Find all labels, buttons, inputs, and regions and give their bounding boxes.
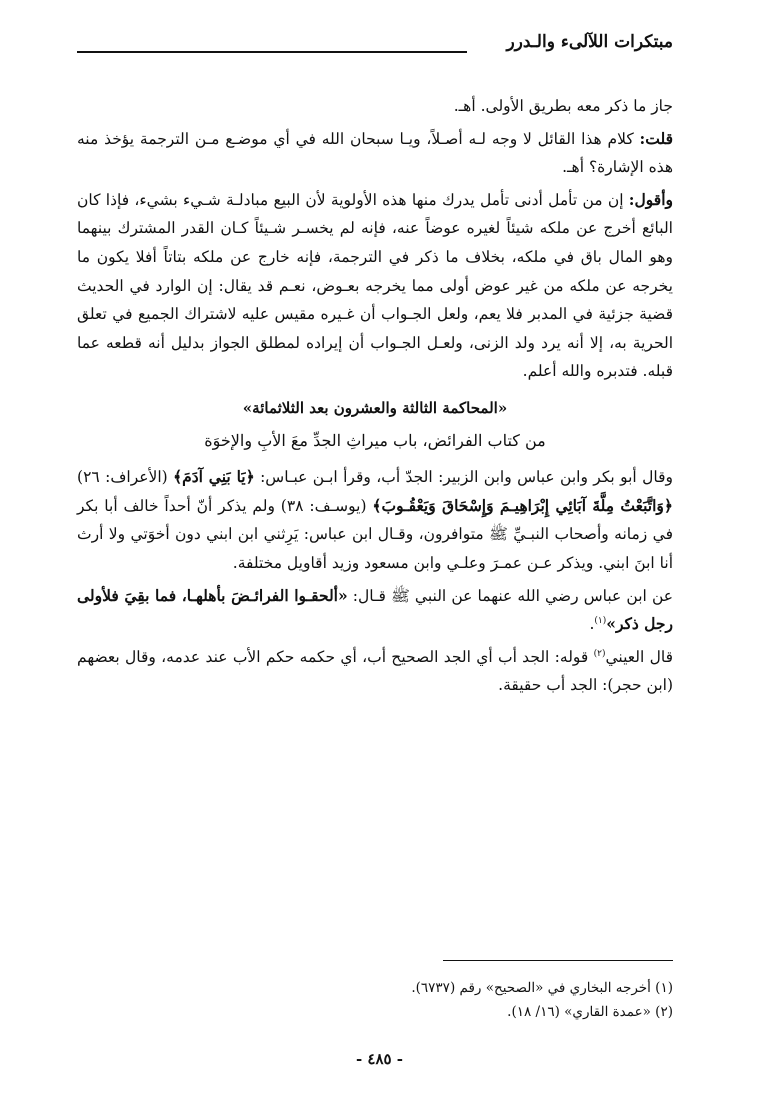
- paragraph-6-text-a: قال العيني: [605, 647, 673, 666]
- paragraph-4-text-a: وقال أبو بكر وابن عباس وابن الزبير: الجدّ أب، وقرأ ابـن عبـاس:: [254, 468, 673, 487]
- footnote-2: (٢) «عمدة القاري» (١٦/ ١٨).: [507, 1004, 673, 1020]
- header-title: مبتكرات اللآلىء والـدرر: [506, 32, 673, 52]
- section-subtitle: من كتاب الفرائض، باب ميراثِ الجدِّ معَ الأبِ والإخوَة: [204, 430, 546, 450]
- paragraph-4-text-b: (الأعراف: ٢٦): [77, 468, 174, 487]
- paragraph-2-text: كلام هذا القائل لا وجه لـه أصـلاً، ويـا سبحان الله في أي موضـع مـن الترجمة يؤخذ منه هذه الإشارة؟ أهـ.: [77, 129, 673, 177]
- section-title: «المحاكمة الثالثة والعشرون بعد الثلاثمائة»: [242, 398, 508, 417]
- footnote-ref-1: (١): [594, 615, 607, 626]
- paragraph-2: [77, 125, 673, 182]
- hadith-text: «ألحقـوا الفرائـضَ بأهلهـا، فما بقِيَ فلأولى رجل ذكر»: [77, 585, 673, 634]
- paragraph-5-text: عن ابن عباس رضي الله عنهما عن النبي ﷺ قـال:: [347, 586, 673, 605]
- paragraph-5-end: .: [589, 615, 595, 634]
- running-header: [77, 24, 673, 64]
- paragraph-6-text-b: قوله: الجد أب أي الجد الصحيح أب، أي حكمه حكم الأب عند عدمه، وقال بعضهم (ابن حجر): الجد أب حقيقة.: [77, 647, 673, 695]
- quran-verse-2: ﴿وَاتَّبَعْتُ مِلَّةَ آبَائِي إِبْرَاهِيـمَ وَإِسْحَاقَ وَيَعْقُـوبَ﴾: [372, 495, 673, 515]
- paragraph-3: [77, 186, 673, 386]
- paragraph-3-text: إن من تأمل أدنى تأمل يدرك منها هذه الأولوية لأن البيع مبادلـة شـيء بشيء، فإذا كان البائع أخرج عن ملكه شيئاً لغيره عوضاً عنه، فإنه لم يخسـر شـيئاً كـان القدر المشترك بينهما وهو المال باق في ملكه، بخلاف ما ذكر في الترجمة، فإنه خارج عن ملكه بتاتاً أفلا يكون ما يخرجه عن ملكه من غير عوض أولى مما يخرجه بعـوض، نعـم قد يقال: إن الوارد في الحديث قضية جزئية في المدبر فلا يعم، ولعل الجـواب أن غـيره مقيس عليه لاشتراك الجميع في تعلق الحرية به، إلا أنه يرد ولد الزنى، ولعـل الجـواب أن إيراده لمطلق الجواز بدليل أنه قطعه عما قبله. فتدبره والله أعلم.: [77, 190, 673, 381]
- paragraph-1-text: جاز ما ذكر معه بطريق الأولى. أهـ.: [453, 97, 673, 115]
- page-number: - ٤٨٥ -: [355, 1050, 404, 1068]
- paragraph-4-text-c: (يوسـف: ٣٨) ولم يذكر أنّ أحداً خالف أبا بكر في زمانه وأصحاب النبـيِّ ﷺ متوافرون، وقـال ابن عباس: يَرِثني ابن ابني دون أخوَتي ولا أرث أنا ابنَ ابني. ويذكر عـن عمـرَ وعلـي وابن مسعود وزيد أقاويل مختلفة.: [77, 496, 673, 572]
- quran-verse-1: ﴿يَا بَنِي آدَمَ﴾: [173, 467, 255, 487]
- main-text: [77, 92, 673, 704]
- footnote-ref-2: (٢): [593, 648, 606, 659]
- paragraph-6: [77, 643, 673, 700]
- paragraph-5: [77, 582, 673, 639]
- paragraph-3-lead: وأقول:: [628, 189, 673, 209]
- footnote-rule: [443, 960, 673, 961]
- paragraph-4: [77, 463, 673, 577]
- paragraph-1: [77, 92, 673, 121]
- header-rule: [77, 51, 467, 53]
- paragraph-2-lead: قلت:: [639, 128, 673, 148]
- footnotes: [77, 976, 673, 1024]
- footnote-1: (١) أخرجه البخاري في «الصحيح» رقم (٦٧٣٧).: [411, 980, 673, 996]
